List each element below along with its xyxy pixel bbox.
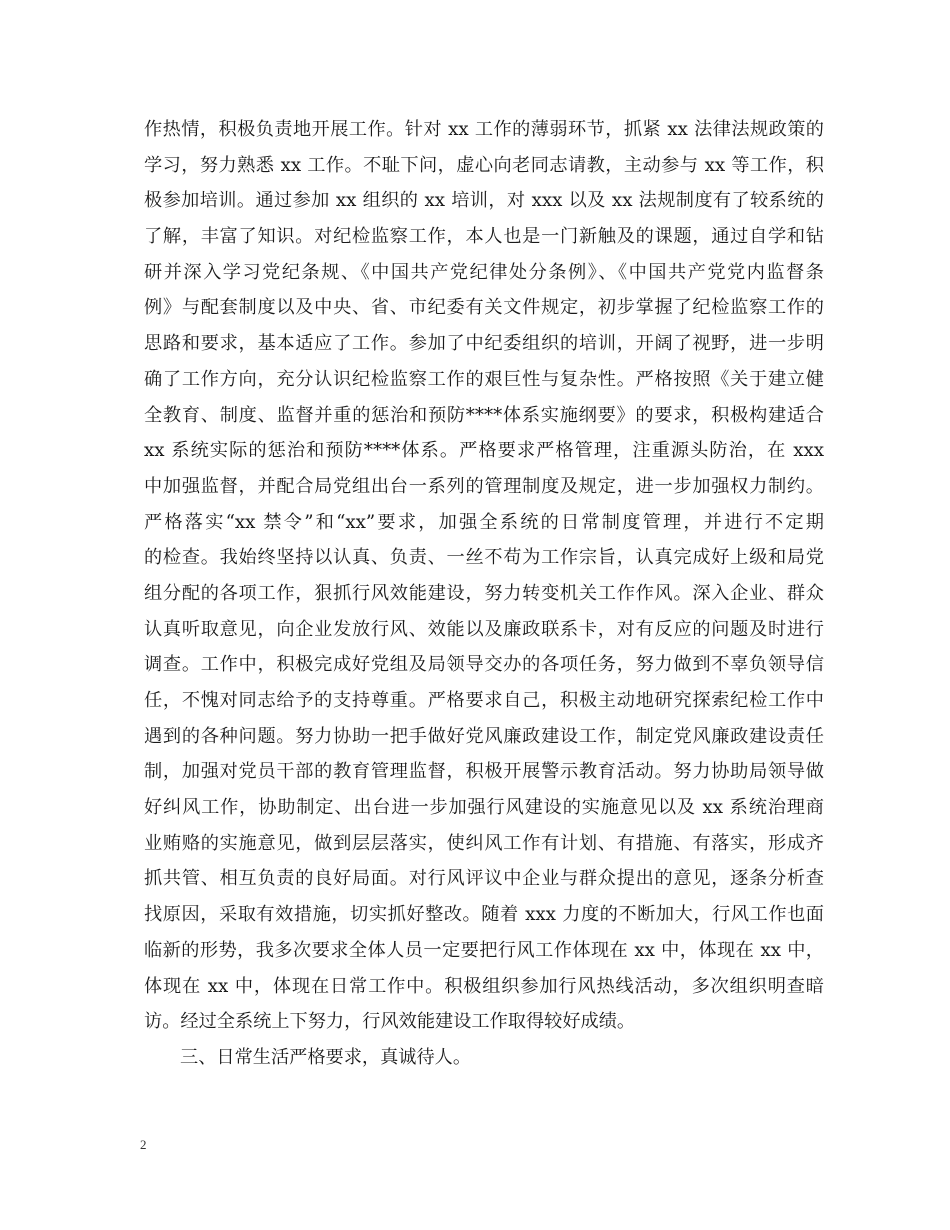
text-line: 业贿赂的实施意见，做到层层落实，使纠风工作有计划、有措施、有落实，形成齐 (144, 832, 824, 854)
document-body (144, 112, 824, 1076)
text-line: 作热情，积极负责地开展工作。针对 xx 工作的薄弱环节，抓紧 xx 法律法规政策的 (144, 119, 824, 140)
text-line: 中加强监督，并配合局党组出台一系列的管理制度及规定，进一步加强权力制约。 (144, 475, 824, 497)
text-line: 找原因，采取有效措施，切实抓好整改。随着 xxx 力度的不断加大，行风工作也面 (144, 904, 824, 926)
section-heading (144, 1040, 824, 1076)
text-line: 极参加培训。通过参加 xx 组织的 xx 培训，对 xxx 以及 xx 法规制度有了较系统的 (144, 190, 824, 212)
text-line: 抓共管、相互负责的良好局面。对行风评议中企业与群众提出的意见，逐条分析查 (144, 868, 824, 890)
text-line: 组分配的各项工作，狠抓行风效能建设，努力转变机关工作作风。深入企业、群众 (144, 582, 824, 604)
page-number: 2 (140, 1137, 147, 1152)
text-line: 的检查。我始终坚持以认真、负责、一丝不苟为工作宗旨，认真完成好上级和局党 (144, 547, 824, 569)
text-line: 例》与配套制度以及中央、省、市纪委有关文件规定，初步掌握了纪检监察工作的 (144, 297, 824, 319)
text-line: 认真听取意见，向企业发放行风、效能以及廉政联系卡，对有反应的问题及时进行 (144, 618, 824, 640)
text-line: 确了工作方向，充分认识纪检监察工作的艰巨性与复杂性。严格按照《关于建立健 (144, 368, 824, 390)
text-line: 访。经过全系统上下努力，行风效能建设工作取得较好成绩。 (144, 1011, 636, 1033)
text-line: 体现在 xx 中，体现在日常工作中。积极组织参加行风热线活动，多次组织明查暗 (144, 975, 824, 997)
text-line: 制，加强对党员干部的教育管理监督，积极开展警示教育活动。努力协助局领导做 (144, 761, 824, 783)
section-heading-text: 三、日常生活严格要求，真诚待人。 (180, 1046, 472, 1068)
text-line: 任，不愧对同志给予的支持尊重。严格要求自己，积极主动地研究探索纪检工作中 (144, 690, 824, 711)
text-line: 临新的形势，我多次要求全体人员一定要把行风工作体现在 xx 中，体现在 xx 中， (144, 939, 824, 961)
text-line: 学习，努力熟悉 xx 工作。不耻下问，虚心向老同志请教，主动参与 xx 等工作，积 (144, 154, 824, 176)
paragraph-1 (144, 112, 824, 1040)
text-line: 思路和要求，基本适应了工作。参加了中纪委组织的培训，开阔了视野，进一步明 (144, 333, 824, 355)
text-line: 严格落实“xx 禁令”和“xx”要求，加强全系统的日常制度管理，并进行不定期 (144, 511, 824, 533)
text-line: 遇到的各种问题。努力协助一把手做好党风廉政建设工作，制定党风廉政建设责任 (144, 725, 824, 747)
text-line: 研并深入学习党纪条规、《中国共产党纪律处分条例》、《中国共产党党内监督条 (144, 261, 824, 283)
text-line: 调查。工作中，积极完成好党组及局领导交办的各项任务，努力做到不辜负领导信 (144, 654, 824, 676)
text-line: 全教育、制度、监督并重的惩治和预防****体系实施纲要》的要求，积极构建适合 (144, 404, 824, 426)
text-line: 了解，丰富了知识。对纪检监察工作，本人也是一门新触及的课题，通过自学和钻 (144, 226, 824, 248)
text-line: xx 系统实际的惩治和预防****体系。严格要求严格管理，注重源头防治，在 xxx (144, 440, 824, 462)
text-line: 好纠风工作，协助制定、出台进一步加强行风建设的实施意见以及 xx 系统治理商 (144, 797, 824, 819)
